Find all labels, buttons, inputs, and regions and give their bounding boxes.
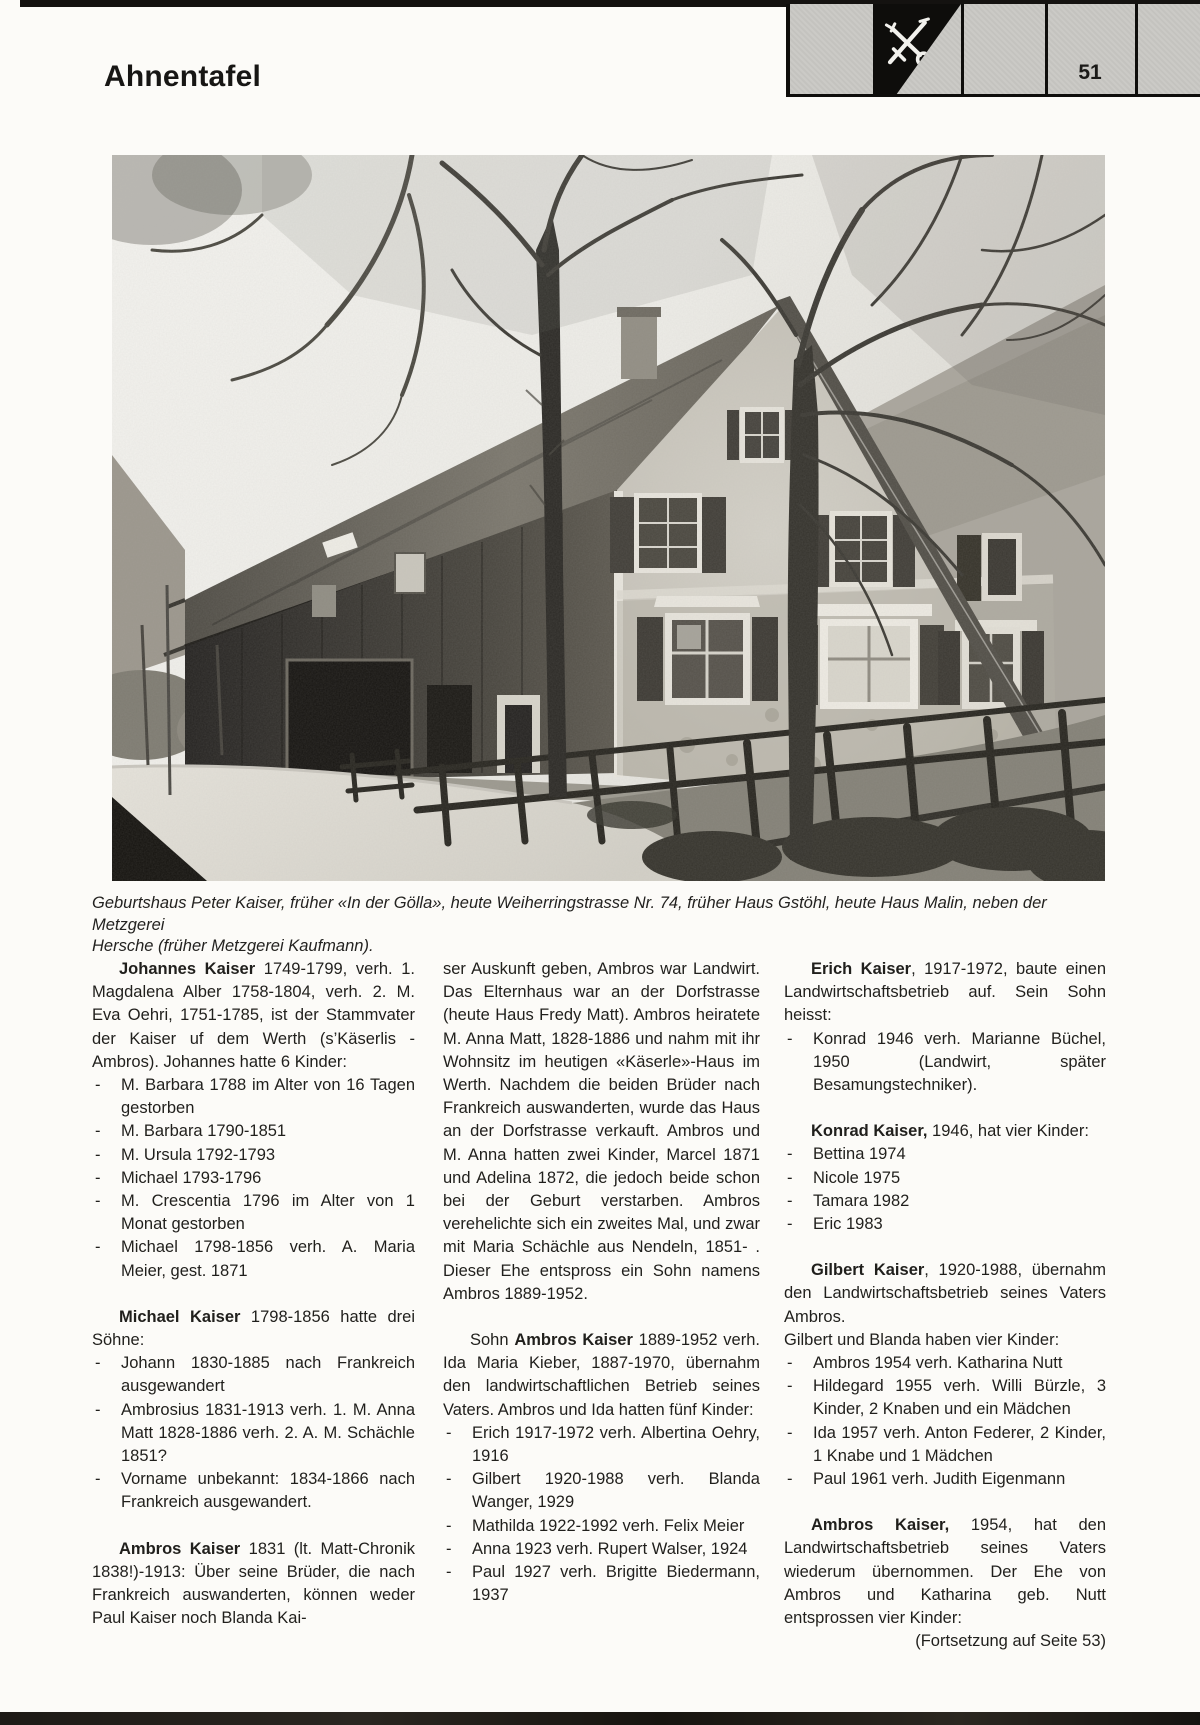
person-entry: Sohn Ambros Kaiser 1889-1952 verh. Ida Maria Kieber, 1887-1970, übernahm den landwirtschaftlichen Betrieb seines Vaters. Ambros und Ida hatten fünf Kinder: (443, 1331, 760, 1419)
list-item-marker: - (95, 1238, 101, 1257)
child-list-item: - Hildegard 1955 verh. Willi Bürzle, 3 Kinder, 2 Knaben und ein Mädchen (787, 1377, 1106, 1419)
list-item-marker: - (787, 1215, 793, 1234)
person-name: Ambros Kaiser (514, 1331, 633, 1350)
list-item-marker: - (95, 1354, 101, 1373)
person-name: Johannes Kaiser (119, 960, 256, 978)
person-name: Konrad Kaiser, (811, 1122, 928, 1141)
list-item-marker: - (95, 1145, 101, 1164)
list-item-marker: - (95, 1470, 101, 1489)
text-column-1 (92, 958, 415, 1630)
child-list-item: - Paul 1961 verh. Judith Eigenmann (784, 1468, 1106, 1491)
person-entry: Gilbert Kaiser, 1920-1988, übernahm den Landwirtschaftsbetrieb seines Vaters Ambros. (784, 1261, 1106, 1326)
person-name: Michael Kaiser (119, 1307, 241, 1326)
film-grain (112, 155, 1105, 881)
person-name: Ambros Kaiser (119, 1539, 241, 1558)
list-item-marker: - (787, 1145, 793, 1164)
banner-divider (1135, 4, 1138, 94)
child-list-item: - M. Crescentia 1796 im Alter von 1 Monat gestorben (95, 1192, 415, 1234)
list-item-marker: - (787, 1168, 793, 1187)
list-item-marker: - (446, 1563, 452, 1582)
child-list-item: - M. Ursula 1792-1793 (92, 1144, 415, 1167)
banner-flag (873, 4, 961, 94)
page-number: 51 (1078, 61, 1102, 84)
child-list-item: - Michael 1798-1856 verh. A. Maria Meier, gest. 1871 (95, 1238, 415, 1280)
child-list-item: - M. Barbara 1790-1851 (92, 1120, 415, 1143)
photo-caption (92, 893, 1108, 958)
list-item-marker: - (446, 1423, 452, 1442)
child-list-item: - Gilbert 1920-1988 verh. Blanda Wanger, 1929 (446, 1470, 760, 1512)
child-list-item: - Mathilda 1922-1992 verh. Felix Meier (443, 1515, 760, 1538)
text-column-3 (784, 958, 1106, 1653)
child-list-item: - M. Barbara 1788 im Alter von 16 Tagen gestorben (95, 1076, 415, 1118)
child-list-item: - Tamara 1982 (784, 1190, 1106, 1213)
crossed-key-and-sword-icon (878, 12, 938, 74)
page-bottom-scan-edge (0, 1712, 1200, 1725)
person-entry: Ambros Kaiser 1831 (lt. Matt-Chronik 1838!)-1913: Über seine Brüder, die nach Frankreich auswanderten, können weder Paul Kaiser noch Blanda Kai- (92, 1539, 415, 1628)
page-title: Ahnentafel (104, 60, 262, 93)
child-list-item: - Ida 1957 verh. Anton Federer, 2 Kinder, 1 Knabe und 1 Mädchen (787, 1423, 1106, 1465)
child-list-item: - Ambrosius 1831-1913 verh. 1. M. Anna Matt 1828-1886 verh. 2. A. M. Schächle 1851? (95, 1400, 415, 1466)
child-list-item: - Vorname unbekannt: 1834-1866 nach Frankreich ausgewandert. (95, 1470, 415, 1512)
person-name: Gilbert Kaiser (811, 1261, 925, 1280)
list-item-marker: - (446, 1470, 452, 1489)
farmhouse-photo-art (112, 155, 1105, 881)
caption-line: Hersche (früher Metzgerei Kaufmann). (92, 937, 374, 955)
list-item-marker: - (95, 1192, 101, 1211)
text-column-2 (443, 958, 760, 1607)
list-item-marker: - (446, 1516, 452, 1535)
child-list-item: - Paul 1927 verh. Brigitte Biedermann, 1937 (446, 1563, 760, 1605)
list-item-marker: - (787, 1191, 793, 1210)
list-item-marker: - (95, 1168, 101, 1187)
caption-line: Geburtshaus Peter Kaiser, früher «In der Gölla», heute Weiherringstrasse Nr. 74, früher Haus Gstöhl, heute Haus Malin, neben der Metzgerei (92, 894, 1047, 934)
child-list-item: - Anna 1923 verh. Rupert Walser, 1924 (443, 1538, 760, 1561)
paragraph-continuation: ser Auskunft geben, Ambros war Landwirt. Das Elternhaus war an der Dorfstrasse (heute Haus Fredy Matt). Ambros heiratete M. Anna Matt, 1828-1886 und nahm mit ihr Wohnsitz im heutigen «Käserle»-Haus im Werth. Nachdem die beiden Brüder nach Frankreich auswanderten, wurde das Haus an der Dorfstrasse verkauft. Ambros und M. Anna hatten zwei Kinder, Marcel 1871 und Adelina 1872, die jedoch beide schon bei der Geburt verstarben. Ambros verehelichte sich ein zweites Mal, und zwar mit Maria Schächle aus Nendeln, 1851- . Dieser Ehe entspross ein Sohn namens Ambros 1889-1952. (443, 960, 760, 1303)
person-name: Erich Kaiser (811, 960, 912, 978)
child-list-item: - Michael 1793-1796 (92, 1167, 415, 1190)
child-list-item: - Nicole 1975 (784, 1167, 1106, 1190)
list-item-marker: - (787, 1377, 793, 1396)
list-item-marker: - (95, 1122, 101, 1141)
person-name: Ambros Kaiser, (811, 1516, 950, 1535)
person-entry: Konrad Kaiser, 1946, hat vier Kinder: (811, 1122, 1089, 1141)
list-item-marker: - (95, 1400, 101, 1419)
person-entry: Erich Kaiser, 1917-1972, baute einen Landwirtschaftsbetrieb auf. Sein Sohn heisst: (784, 960, 1106, 1025)
banner-divider (961, 4, 964, 94)
header-banner (786, 4, 1200, 97)
list-item-marker: - (787, 1423, 793, 1442)
list-item-marker: - (95, 1076, 101, 1095)
child-list-item: - Bettina 1974 (784, 1143, 1106, 1166)
paragraph: Gilbert und Blanda haben vier Kinder: (784, 1330, 1060, 1349)
person-entry: Ambros Kaiser, 1954, hat den Landwirtschaftsbetrieb seines Vaters wiederum übernommen. Der Ehe von Ambros und Katharina geb. Nutt entsprossen vier Kinder: (784, 1516, 1106, 1628)
person-entry: Michael Kaiser 1798-1856 hatte drei Söhne: (92, 1307, 415, 1350)
child-list-item: - Johann 1830-1885 nach Frankreich ausgewandert (95, 1354, 415, 1396)
farmhouse-photograph (112, 155, 1105, 881)
list-item-marker: - (787, 1470, 793, 1489)
child-list-item: - Konrad 1946 verh. Marianne Büchel, 1950 (Landwirt, später Besamungstechniker). (787, 1029, 1106, 1095)
person-entry: Johannes Kaiser 1749-1799, verh. 1. Magdalena Alber 1758-1804, verh. 2. M. Eva Oehri, 1751-1785, ist der Stammvater der Kaiser uf dem Werth (s’Käserlis - Ambros). Johannes hatte 6 Kinder: (92, 960, 415, 1071)
list-item-marker: - (446, 1539, 452, 1558)
child-list-item: - Ambros 1954 verh. Katharina Nutt (784, 1352, 1106, 1375)
list-item-marker: - (787, 1354, 793, 1373)
child-list-item: - Eric 1983 (784, 1213, 1106, 1236)
child-list-item: - Erich 1917-1972 verh. Albertina Oehry, 1916 (446, 1423, 760, 1466)
continuation-note: (Fortsetzung auf Seite 53) (915, 1632, 1106, 1651)
list-item-marker: - (787, 1029, 793, 1048)
